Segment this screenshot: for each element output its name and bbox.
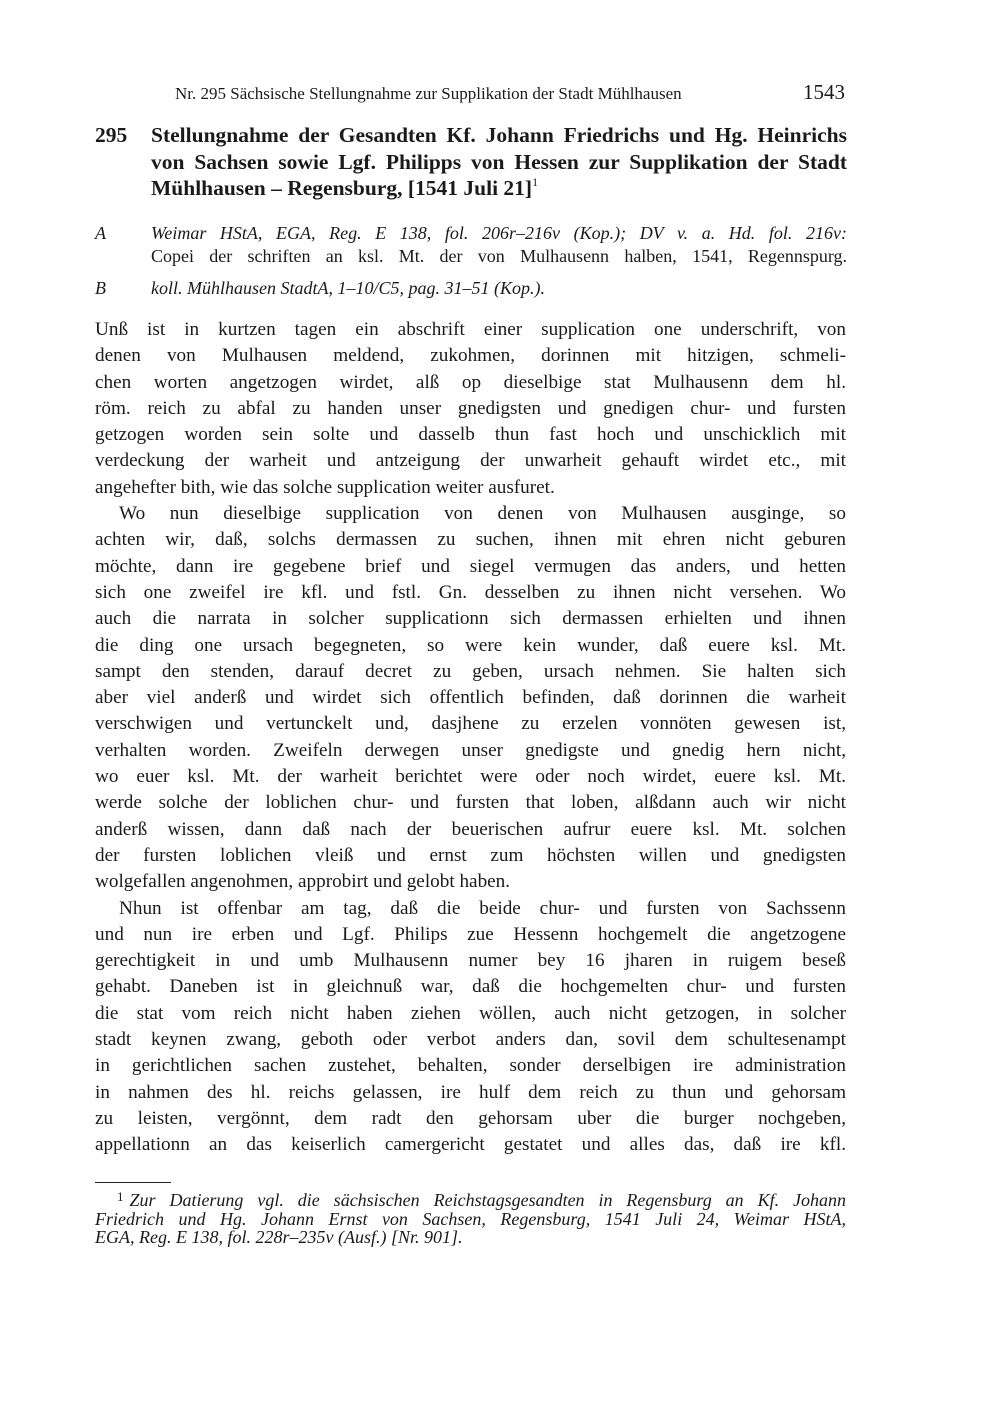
text-line: zu leisten, vergönnt, dem radt den gehorsam uber die burger nochgeben,	[95, 1107, 846, 1129]
text-line: gerechtigkeit in und umb Mulhausenn numer bey 16 jharen in ruigem beseß	[95, 950, 846, 972]
text-line: in gerichtlichen sachen zustehet, behalten, sonder derselbigen ire administration	[95, 1055, 846, 1077]
text-line: die ding one ursach begegneten, so were kein wunder, daß euere ksl. Mt.	[95, 634, 846, 656]
footnote-line	[95, 1228, 846, 1247]
footnote-reference[interactable]: 1	[532, 175, 539, 189]
text-line: anderß wissen, dann daß nach der beuerischen aufrur euere ksl. Mt. solchen	[95, 818, 846, 840]
text-line: angehefter bith, wie das solche supplication weiter ausfuret.	[95, 476, 555, 498]
source-siglum: A	[95, 223, 106, 243]
text-line: Wo nun dieselbige supplication von denen von Mulhausen ausginge, so	[119, 503, 846, 525]
paragraph	[95, 317, 846, 501]
text-line: auch die narrata in solcher supplicationn sich dermassen erhielten und ihnen	[95, 608, 846, 630]
text-line: möchte, dann ire gegebene brief und siegel vermugen das anders, und hetten	[95, 555, 846, 577]
source-entry-b	[95, 277, 847, 300]
source-citation-italic: koll. Mühlhausen StadtA, 1–10/C5, pag. 31–51 (Kop.).	[151, 278, 545, 298]
document-number: 295	[95, 123, 128, 147]
text-line: achten wir, daß, solchs dermassen zu suchen, ihnen mit ehren nicht geburen	[95, 529, 846, 551]
title-line-last	[151, 175, 847, 202]
running-head	[175, 80, 845, 105]
source-citation	[151, 222, 847, 245]
text-line: gehabt. Daneben ist in gleichnuß war, daß die hochgemelten chur- und fursten	[95, 976, 846, 998]
text-line: aber viel anderß und wirdet sich offentlich befinden, daß dorinnen die warheit	[95, 687, 846, 709]
paragraph	[95, 501, 846, 895]
text-line: werde solche der loblichen chur- und fursten that loben, alßdann auch wir nicht	[95, 792, 846, 814]
footnote-number: 1	[117, 1189, 124, 1204]
footnote	[95, 1188, 846, 1247]
running-head-title: Nr. 295 Sächsische Stellungnahme zur Supplikation der Stadt Mühlhausen	[175, 84, 682, 103]
title-line: von Sachsen sowie Lgf. Philipps von Hessen zur Supplikation der Stadt	[151, 149, 847, 174]
main-text	[95, 317, 846, 1159]
text-line: die stat vom reich nicht haben ziehen wöllen, auch nicht getzogen, in solcher	[95, 1002, 846, 1024]
source-siglum: B	[95, 278, 106, 298]
source-citation-italic: Weimar HStA, EGA, Reg. E 138, fol. 206r–216v (Kop.); DV v. a. Hd. fol. 216v:	[151, 223, 847, 243]
page-number: 1543	[803, 80, 845, 104]
text-line: in nahmen des hl. reichs gelassen, ire hulf dem reich zu thun und gehorsam	[95, 1081, 846, 1103]
title-line-text: Mühlhausen – Regensburg, [1541 Juli 21]	[151, 176, 533, 200]
text-line: verschwigen und vertunckelt und, dasjhene zu erzelen vonnöten gewesen ist,	[95, 713, 846, 735]
title-line: Stellungnahme der Gesandten Kf. Johann Friedrichs und Hg. Heinrichs	[151, 123, 847, 147]
text-line: sampt den stenden, darauf decret zu geben, ursach nehmen. Sie halten sich	[95, 660, 846, 682]
text-line: wo euer ksl. Mt. der warheit berichtet were oder noch wirdet, euere ksl. Mt.	[95, 766, 846, 788]
footnote-rule	[95, 1182, 171, 1183]
text-line: stadt keynen zwang, geboth oder verbot anders dan, sovil dem schultesenampt	[95, 1029, 846, 1051]
text-line: getzogen worden sein solte und dasselb thun fast hoch und unschicklich mit	[95, 424, 846, 446]
text-line: verdeckung der warheit und antzeigung der unwarheit gehauft wirdet etc., mit	[95, 450, 846, 472]
source-endorsement: Copei der schriften an ksl. Mt. der von Mulhausenn halben, 1541, Regennspurg.	[151, 246, 847, 266]
source-entry-a	[95, 222, 847, 268]
text-line: röm. reich zu abfal zu handen unser gnedigsten und gnedigen chur- und fursten	[95, 397, 846, 419]
footnote-text: Zur Datierung vgl. die sächsischen Reichstagsgesandten in Regensburg an Kf. Johann	[129, 1190, 846, 1210]
footnote-text: EGA, Reg. E 138, fol. 228r–235v (Ausf.) [Nr. 901].	[95, 1227, 463, 1247]
text-line: und nun ire erben und Lgf. Philips zue Hessenn hochgemelt die angetzogene	[95, 923, 846, 945]
text-line: appellationn an das keiserlich camergericht gestatet und alles das, daß ire kfl.	[95, 1134, 846, 1156]
footnote-line	[95, 1188, 846, 1210]
text-line: verhalten worden. Zweifeln derwegen unser gnedigste und gnedig hern nicht,	[95, 739, 846, 761]
text-line: chen worten angetzogen wirdet, alß op dieselbige stat Mulhausenn dem hl.	[95, 371, 846, 393]
footnote-line	[95, 1210, 846, 1229]
text-line: denen von Mulhausen meldend, zukohmen, dorinnen mit hitzigen, schmeli-	[95, 345, 846, 367]
source-citation	[151, 277, 847, 300]
text-line: Unß ist in kurtzen tagen ein abschrift einer supplication one underschrift, von	[95, 319, 846, 340]
text-line: der fursten loblichen vleiß und ernst zum höchsten willen und gnedigsten	[95, 844, 846, 866]
text-line: Nhun ist offenbar am tag, daß die beide chur- und fursten von Sachssenn	[119, 897, 846, 919]
text-line: sich one zweifel ire kfl. und fstl. Gn. desselben zu ihnen nicht versehen. Wo	[95, 581, 846, 603]
footnote-text: Friedrich und Hg. Johann Ernst von Sachsen, Regensburg, 1541 Juli 24, Weimar HStA,	[95, 1208, 846, 1229]
text-line: wolgefallen angenohmen, approbirt und gelobt haben.	[95, 871, 511, 893]
paragraph	[95, 896, 846, 1159]
document-heading	[95, 122, 847, 202]
